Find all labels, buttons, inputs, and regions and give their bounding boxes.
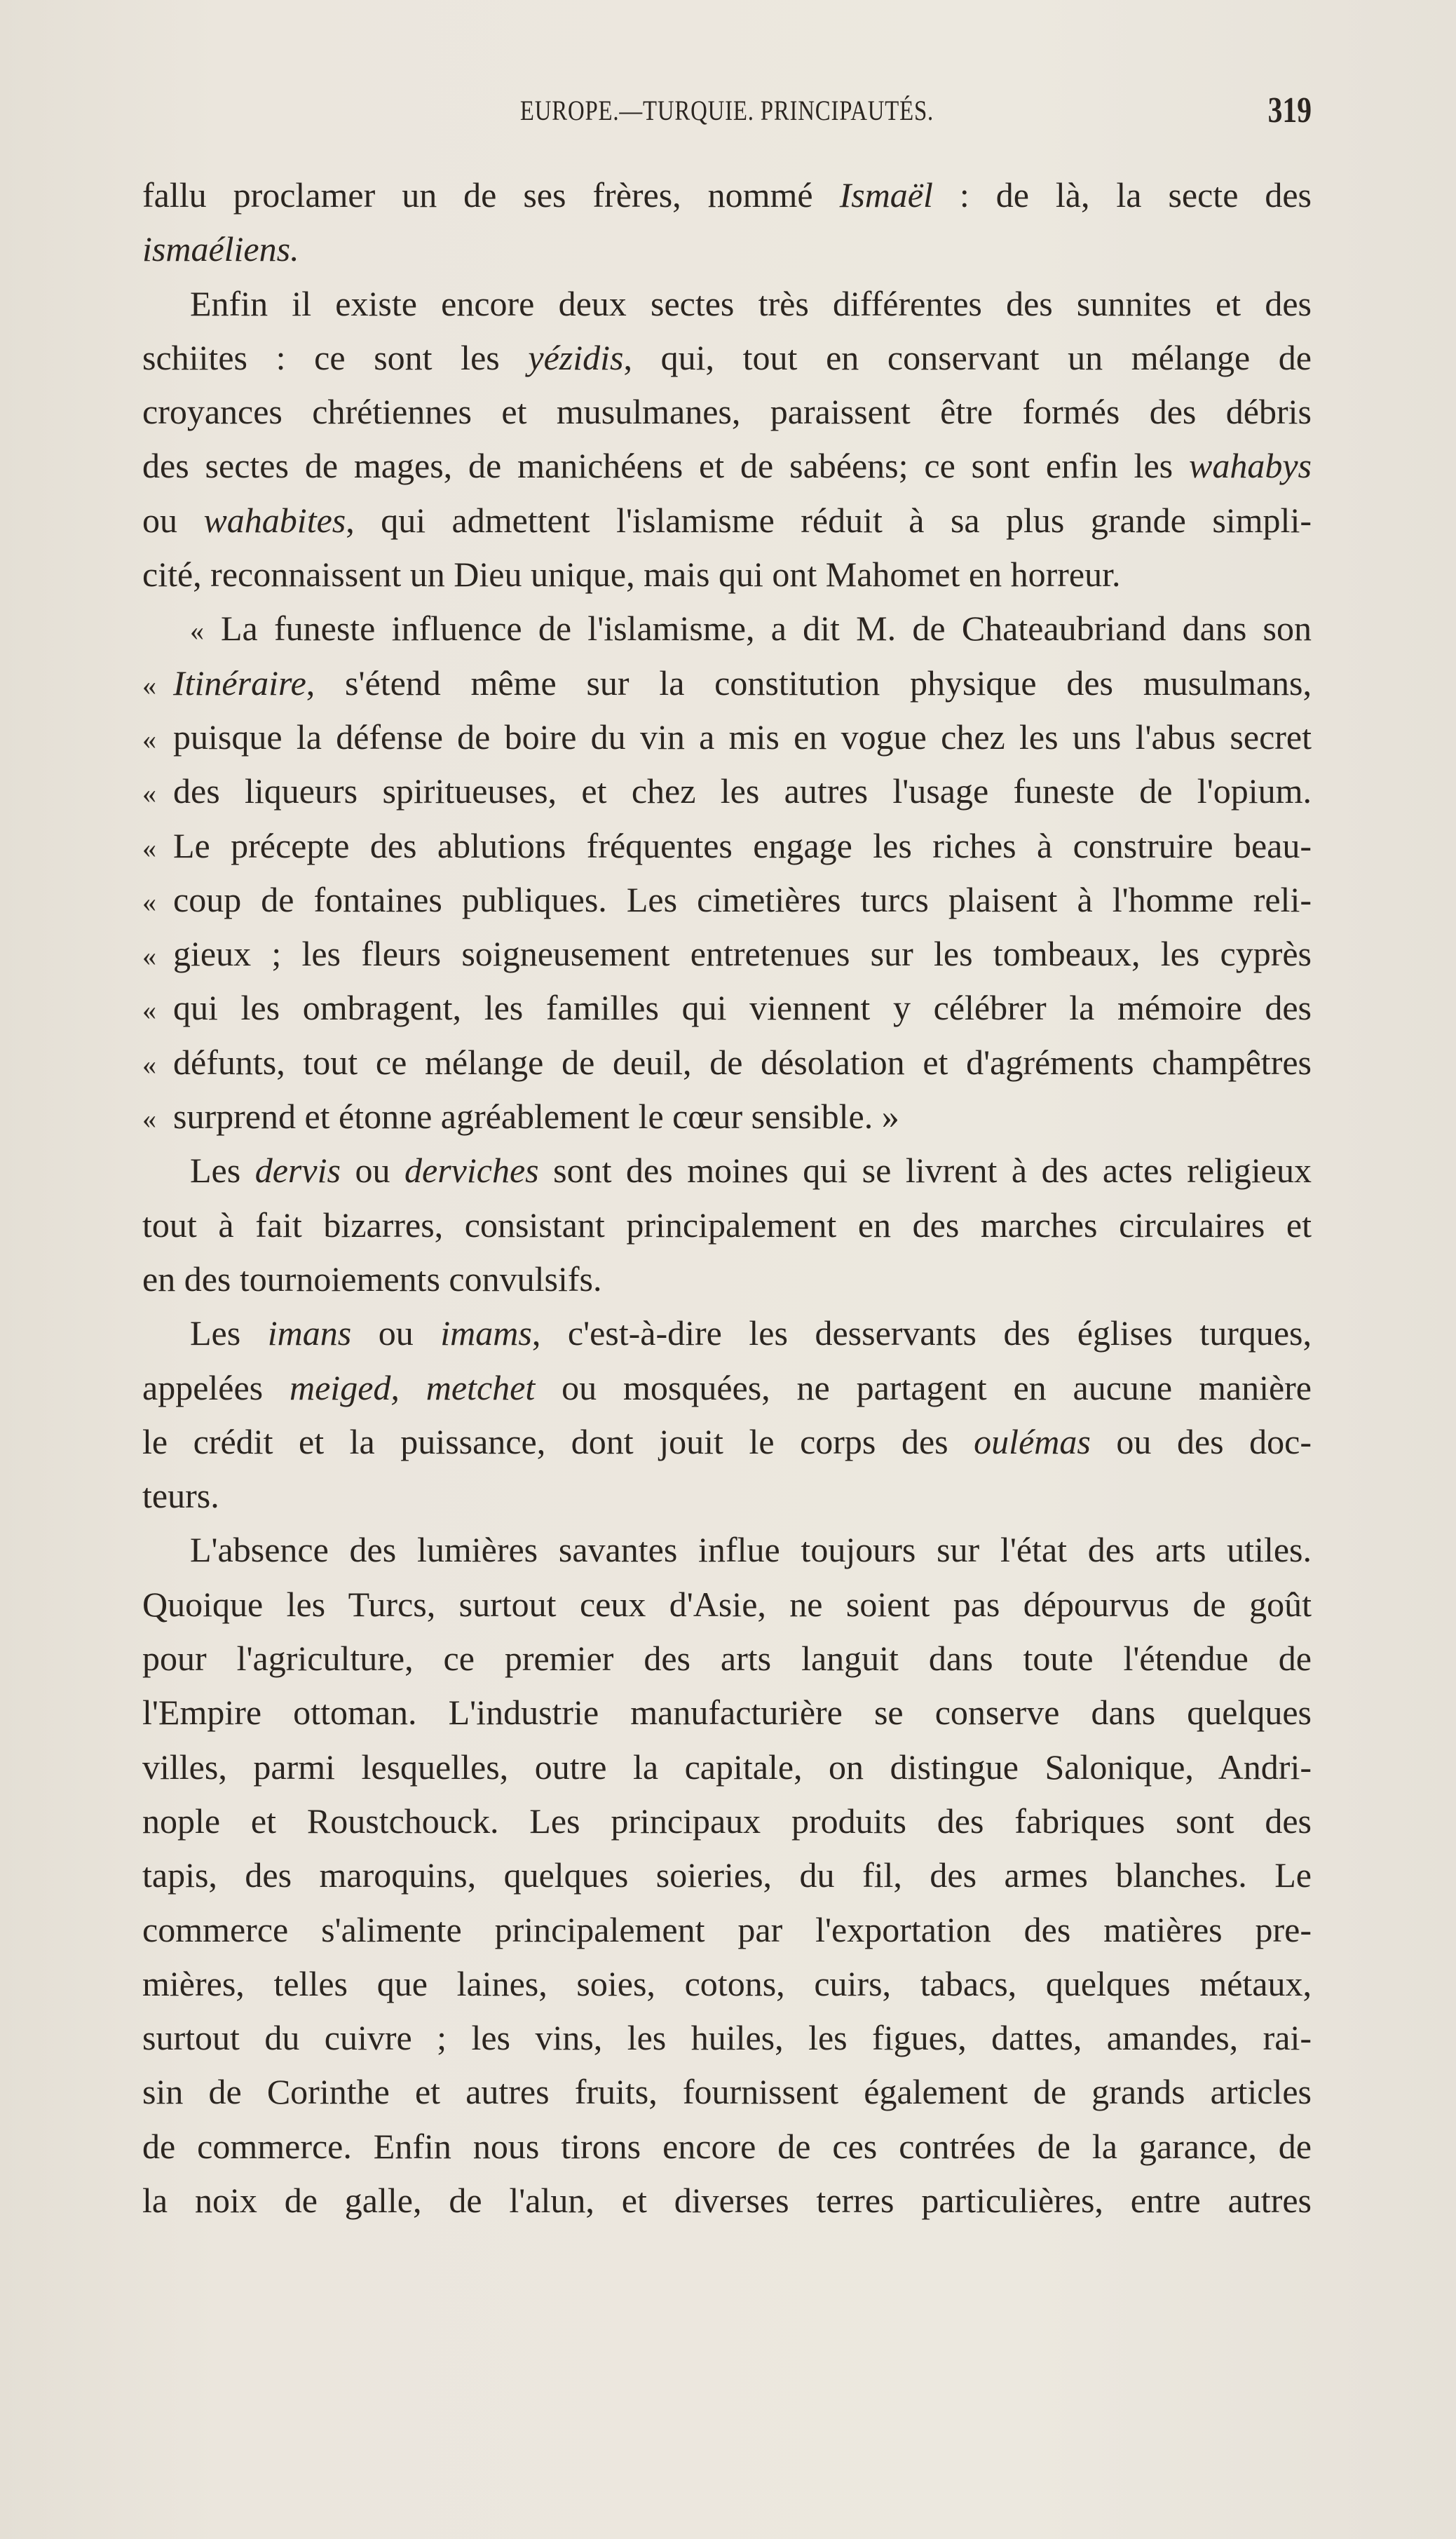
- text-segment: des sectes de mages, de manichéens et de sabéens; ce sont enfin les: [142, 446, 1189, 486]
- text-line: [142, 439, 1312, 493]
- text-segment: Les: [190, 1151, 255, 1191]
- text-segment: le crédit et la puissance, dont jouit le corps des: [142, 1421, 974, 1461]
- text-segment: villes, parmi lesquelles, outre la capitale, on distingue Salonique, Andri-: [142, 1747, 1312, 1787]
- text-line: [142, 2065, 1312, 2119]
- italic-term: oulémas: [974, 1421, 1091, 1461]
- text-segment: , qui admettent l'islamisme réduit à sa plus grande simpli-: [346, 500, 1312, 540]
- text-segment: , qui, tout en conservant un mélange de: [623, 337, 1312, 377]
- text-segment: ou des doc-: [1090, 1421, 1312, 1461]
- quote-mark: «: [142, 723, 156, 755]
- quote-mark: «: [142, 778, 156, 810]
- text-segment: puisque la défense de boire du vin a mis en vogue chez les uns l'abus secret: [173, 717, 1312, 757]
- quote-mark: «: [190, 615, 204, 647]
- text-line: [142, 1415, 1312, 1469]
- page-number: 319: [1267, 90, 1312, 130]
- text-segment: coup de fontaines publiques. Les cimetières turcs plaisent à l'homme reli-: [173, 879, 1312, 919]
- text-line: [142, 1578, 1312, 1632]
- text-line: [142, 1957, 1312, 2011]
- text-segment: défunts, tout ce mélange de deuil, de désolation et d'agréments champêtres: [173, 1042, 1312, 1082]
- text-segment: Quoique les Turcs, surtout ceux d'Asie, ne soient pas dépourvus de goût: [142, 1584, 1312, 1624]
- text-line: [142, 1903, 1312, 1957]
- text-line: [142, 1306, 1312, 1360]
- italic-term: derviches: [404, 1151, 539, 1191]
- italic-term: wahabys: [1189, 446, 1312, 486]
- text-segment: ou: [351, 1313, 441, 1353]
- text-line: [142, 1252, 1312, 1306]
- text-segment: ou: [142, 500, 204, 540]
- text-segment: commerce s'alimente principalement par l'exportation des matières pre-: [142, 1909, 1312, 1949]
- text-line: [142, 873, 1312, 927]
- text-segment: ou: [340, 1151, 405, 1191]
- text-segment: surtout du cuivre ; les vins, les huiles, les figues, dattes, amandes, rai-: [142, 2018, 1312, 2058]
- text-segment: nople et Roustchouck. Les principaux produits des fabriques sont des: [142, 1801, 1312, 1841]
- quote-mark: «: [142, 994, 156, 1027]
- italic-term: meiged, metchet: [290, 1367, 536, 1407]
- page-header: [142, 90, 1312, 132]
- quote-mark: «: [142, 1103, 156, 1135]
- text-line: [142, 819, 1312, 873]
- italic-term: yézidis: [528, 337, 624, 377]
- text-line: [142, 548, 1312, 602]
- text-segment: sin de Corinthe et autres fruits, fournissent également de grands articles: [142, 2072, 1312, 2112]
- text-segment: teurs.: [142, 1476, 219, 1516]
- text-line: [142, 710, 1312, 764]
- italic-term: wahabites: [203, 500, 346, 540]
- text-segment: de commerce. Enfin nous tirons encore de ces contrées de la garance, de: [142, 2126, 1312, 2166]
- italic-term: ismaéliens.: [142, 229, 299, 269]
- quote-mark: «: [142, 669, 156, 701]
- text-segment: La funeste influence de l'islamisme, a dit M. de Chateaubriand dans son: [221, 609, 1312, 649]
- text-segment: Enfin il existe encore deux sectes très différentes des sunnites et des: [190, 283, 1312, 323]
- italic-term: dervis: [254, 1151, 341, 1191]
- text-segment: schiites : ce sont les: [142, 337, 529, 377]
- text-segment: cité, reconnaissent un Dieu unique, mais qui ont Mahomet en horreur.: [142, 555, 1121, 595]
- text-line: [142, 222, 1312, 276]
- quote-mark: «: [142, 832, 156, 864]
- text-line: [142, 2120, 1312, 2174]
- text-segment: pour l'agriculture, ce premier des arts languit dans toute l'étendue de: [142, 1639, 1312, 1679]
- running-title: EUROPE.—TURQUIE. PRINCIPAUTÉS.: [519, 95, 934, 126]
- text-line: [142, 385, 1312, 439]
- text-segment: surprend et étonne agréablement le cœur sensible. »: [173, 1097, 899, 1137]
- text-segment: Le précepte des ablutions fréquentes engage les riches à construire beau-: [173, 825, 1312, 865]
- text-line: [142, 2174, 1312, 2228]
- text-line: [142, 764, 1312, 818]
- quote-mark: «: [142, 886, 156, 918]
- text-line: [142, 1794, 1312, 1848]
- text-line: [142, 1632, 1312, 1686]
- text-segment: qui les ombragent, les familles qui viennent y célébrer la mémoire des: [173, 988, 1312, 1028]
- text-segment: la noix de galle, de l'alun, et diverses terres particulières, entre autres: [142, 2180, 1312, 2220]
- text-line: [142, 2011, 1312, 2065]
- text-line: [142, 1740, 1312, 1794]
- text-segment: , s'étend même sur la constitution physique des musulmans,: [306, 663, 1312, 703]
- text-line: [142, 1090, 1312, 1144]
- text-segment: , c'est-à-dire les desservants des églises turques,: [531, 1313, 1312, 1353]
- text-line: [142, 1848, 1312, 1902]
- text-segment: L'absence des lumières savantes influe toujours sur l'état des arts utiles.: [190, 1530, 1312, 1570]
- text-line: [142, 1469, 1312, 1523]
- text-line: [142, 494, 1312, 548]
- text-segment: gieux ; les fleurs soigneusement entretenues sur les tombeaux, les cyprès: [173, 934, 1312, 974]
- text-segment: en des tournoiements convulsifs.: [142, 1259, 602, 1299]
- text-segment: tapis, des maroquins, quelques soieries, du fil, des armes blanches. Le: [142, 1855, 1312, 1895]
- text-line: [142, 656, 1312, 710]
- italic-term: Ismaël: [839, 175, 933, 215]
- quote-mark: «: [142, 1048, 156, 1081]
- text-segment: ou mosquées, ne partagent en aucune manière: [535, 1367, 1312, 1407]
- text-segment: appelées: [142, 1367, 290, 1407]
- italic-term: Itinéraire: [173, 663, 306, 703]
- text-line: [142, 277, 1312, 331]
- text-line: [142, 1198, 1312, 1252]
- text-segment: sont des moines qui se livrent à des actes religieux: [538, 1151, 1312, 1191]
- text-segment: mières, telles que laines, soies, cotons, cuirs, tabacs, quelques métaux,: [142, 1963, 1312, 2003]
- italic-term: imams: [440, 1313, 532, 1353]
- text-line: [142, 1036, 1312, 1090]
- text-line: [142, 1361, 1312, 1415]
- text-segment: des liqueurs spiritueuses, et chez les autres l'usage funeste de l'opium.: [173, 771, 1312, 811]
- text-segment: Les: [190, 1313, 268, 1353]
- text-segment: l'Empire ottoman. L'industrie manufacturière se conserve dans quelques: [142, 1693, 1312, 1733]
- quote-mark: «: [142, 940, 156, 973]
- text-segment: fallu proclamer un de ses frères, nommé: [142, 175, 840, 215]
- text-line: [142, 1523, 1312, 1577]
- text-line: [142, 927, 1312, 981]
- italic-term: imans: [267, 1313, 352, 1353]
- text-line: [142, 331, 1312, 385]
- text-line: [142, 1686, 1312, 1740]
- text-line: [142, 981, 1312, 1035]
- text-segment: : de là, la secte des: [932, 175, 1312, 215]
- body-text: [142, 168, 1312, 2228]
- text-segment: tout à fait bizarres, consistant principalement en des marches circulaires et: [142, 1205, 1312, 1245]
- text-segment: croyances chrétiennes et musulmanes, paraissent être formés des débris: [142, 392, 1312, 432]
- text-line: [142, 168, 1312, 222]
- text-line: [142, 602, 1312, 656]
- text-line: [142, 1144, 1312, 1198]
